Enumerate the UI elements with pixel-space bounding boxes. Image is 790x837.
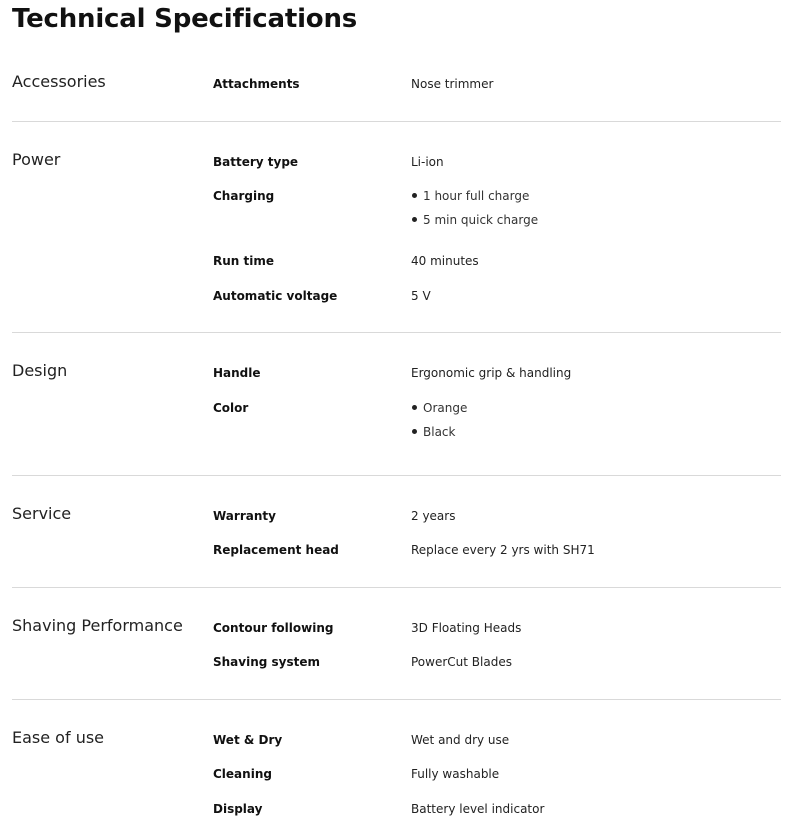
- spec-label: Cleaning: [213, 767, 272, 781]
- spec-row-display: [12, 793, 781, 828]
- bullet-icon: [412, 429, 417, 434]
- spec-row-automatic-voltage: [12, 280, 781, 315]
- spec-value: Wet and dry use: [411, 732, 510, 747]
- list-item-text: Orange: [423, 400, 468, 415]
- section-title-ease-of-use: Ease of use: [12, 727, 105, 747]
- spec-value: 40 minutes: [411, 254, 479, 268]
- spec-label: Color: [213, 400, 249, 415]
- spec-row-cleaning: [12, 758, 781, 793]
- spec-value: Replace every 2 yrs with SH71: [411, 543, 595, 557]
- spec-label: Charging: [213, 189, 275, 203]
- spec-row-contour-following: [12, 612, 781, 647]
- bullet-icon: [412, 217, 417, 222]
- spec-row-handle: [12, 357, 781, 392]
- spec-section-power: [12, 122, 781, 334]
- spec-value: Ergonomic grip & handling: [411, 366, 572, 380]
- spec-row-charging: [12, 180, 781, 245]
- spec-section-service: [12, 476, 781, 588]
- spec-label: Wet & Dry: [213, 732, 283, 747]
- list-item: [411, 425, 467, 449]
- spec-value: PowerCut Blades: [411, 655, 512, 669]
- spec-value: 5 V: [411, 288, 431, 303]
- spec-label: Automatic voltage: [213, 288, 338, 303]
- spec-label: Display: [213, 801, 263, 816]
- spec-section-ease-of-use: [12, 700, 781, 828]
- section-title-service: Service: [12, 503, 72, 523]
- spec-value: Battery level indicator: [411, 801, 545, 816]
- spec-value: 2 years: [411, 508, 456, 523]
- spec-label: Run time: [213, 254, 274, 268]
- spec-row-replacement-head: [12, 534, 781, 569]
- spec-row-run-time: [12, 245, 781, 280]
- list-item-text: Black: [423, 424, 456, 439]
- section-title-shaving-performance: Shaving Performance: [12, 615, 183, 635]
- spec-value: Li-ion: [411, 154, 444, 169]
- spec-value: Fully washable: [411, 767, 500, 781]
- page-title: Technical Specifications: [12, 4, 358, 34]
- spec-label: Battery type: [213, 154, 299, 169]
- spec-value: 3D Floating Heads: [411, 620, 522, 635]
- spec-row-color: [12, 392, 781, 457]
- spec-label: Replacement head: [213, 543, 339, 557]
- list-item: [411, 189, 538, 213]
- section-title-power: Power: [12, 149, 61, 169]
- list-item: [411, 401, 467, 425]
- spec-label: Warranty: [213, 508, 276, 523]
- spec-label: Contour following: [213, 620, 334, 635]
- spec-row-battery-type: [12, 146, 781, 181]
- spec-value: Nose trimmer: [411, 77, 494, 91]
- spec-section-accessories: [12, 68, 781, 122]
- spec-row-shaving-system: [12, 646, 781, 681]
- list-item-text: 1 hour full charge: [423, 189, 530, 203]
- spec-row-wet-and-dry: [12, 724, 781, 759]
- spec-row-attachments: [12, 68, 781, 103]
- spec-section-shaving-performance: [12, 588, 781, 700]
- list-item-text: 5 min quick charge: [423, 213, 539, 227]
- spec-section-design: [12, 333, 781, 476]
- spec-label: Shaving system: [213, 655, 321, 669]
- bullet-icon: [412, 193, 417, 198]
- spec-label: Handle: [213, 366, 261, 380]
- bullet-icon: [412, 405, 417, 410]
- spec-value-list: [411, 392, 467, 457]
- section-title-accessories: Accessories: [12, 72, 106, 91]
- spec-label: Attachments: [213, 77, 300, 91]
- list-item: [411, 213, 538, 237]
- spec-sections: [12, 68, 781, 827]
- spec-value-list: [411, 180, 538, 245]
- spec-row-warranty: [12, 500, 781, 535]
- section-title-design: Design: [12, 361, 68, 380]
